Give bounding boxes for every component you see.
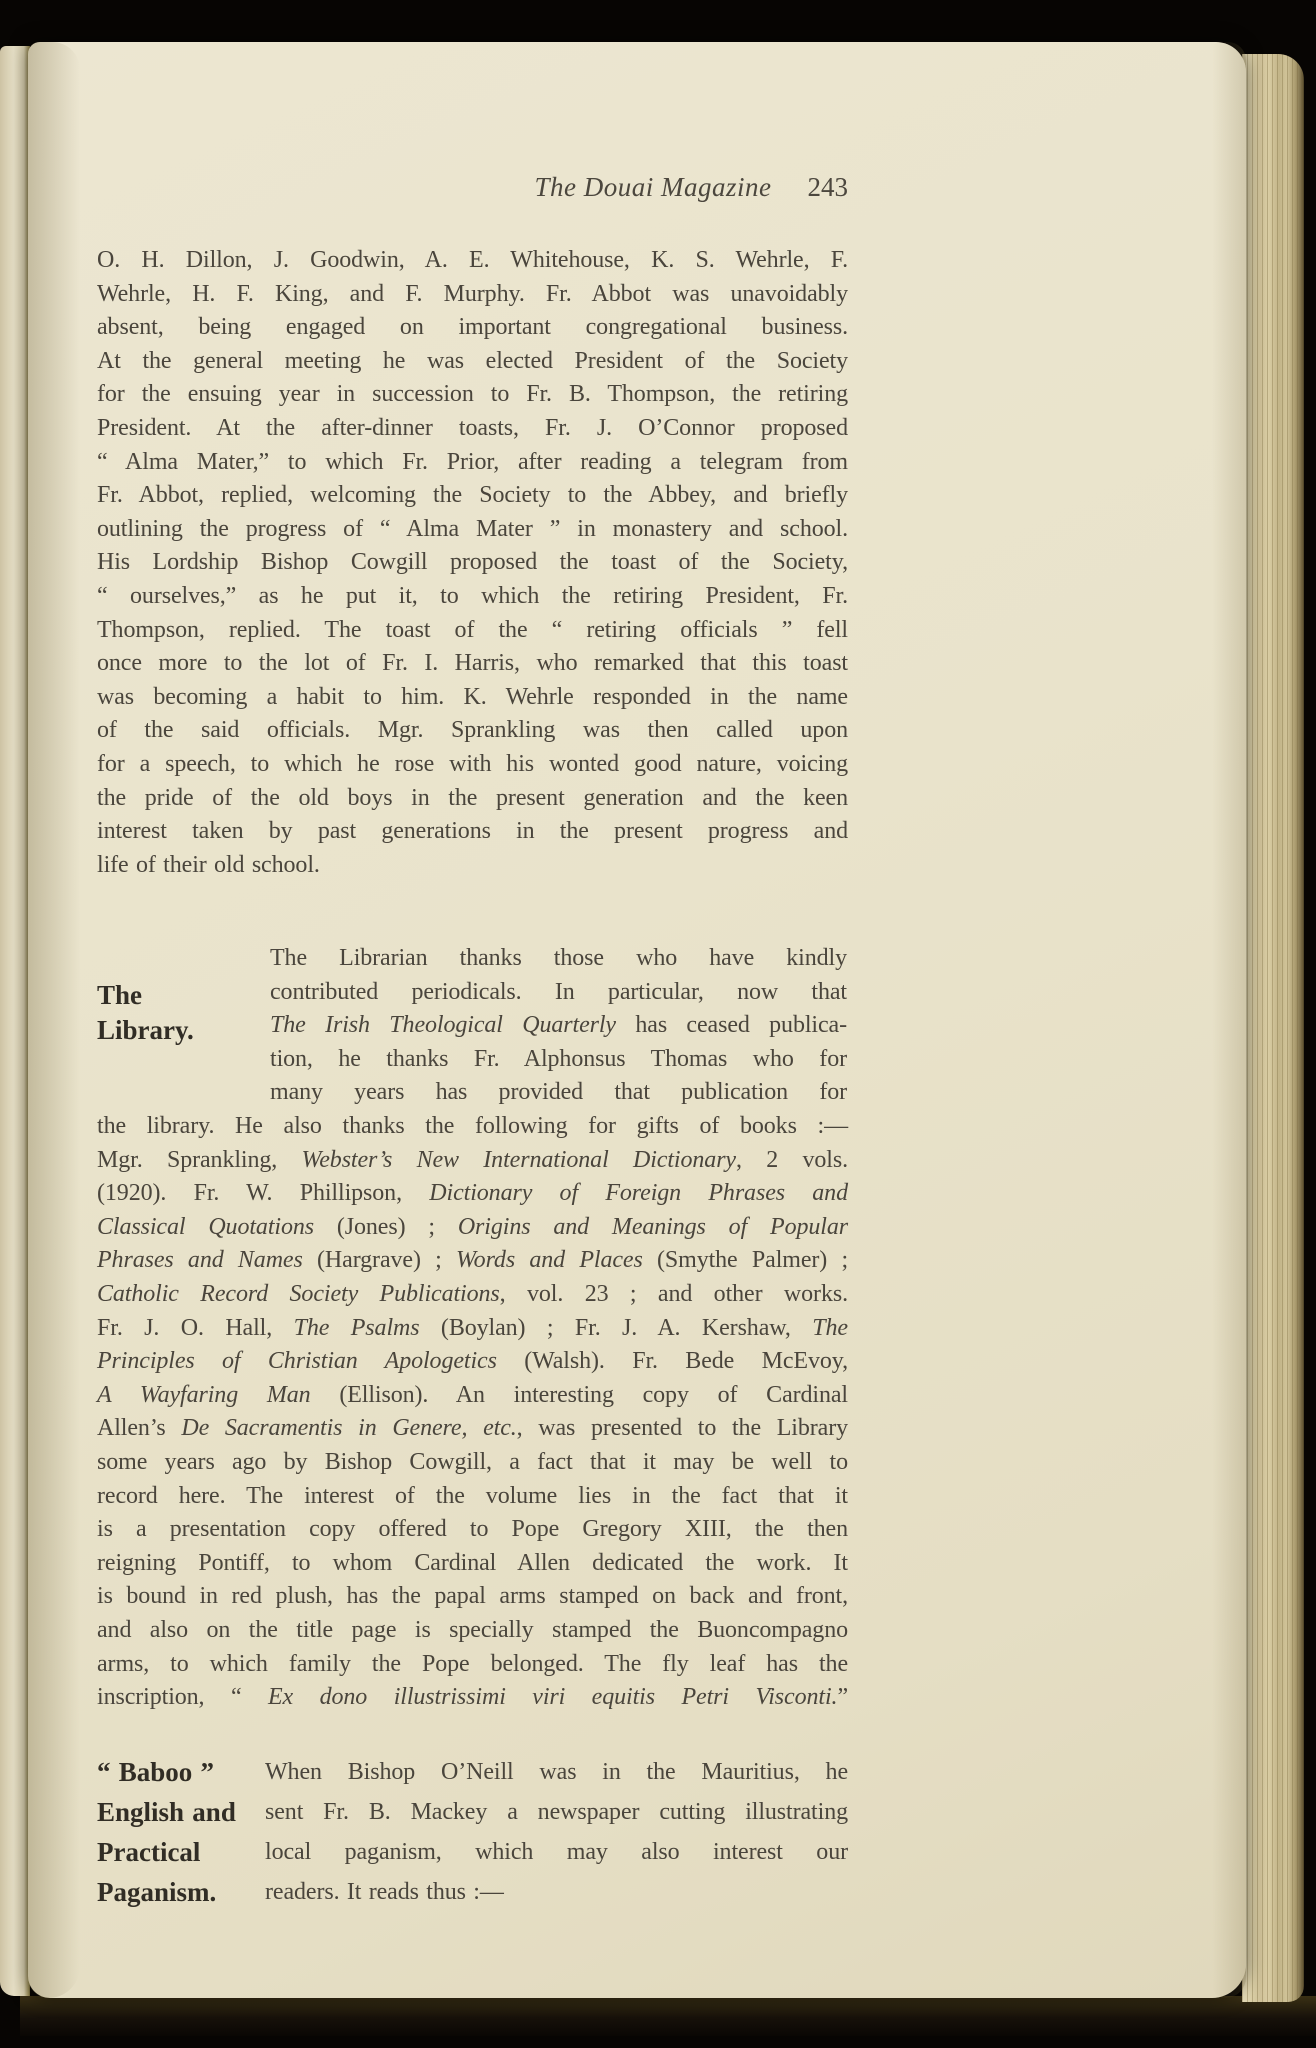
- magazine-page: [28, 42, 1246, 1998]
- text-line: [97, 714, 848, 748]
- paragraph-annual-dinner: [97, 244, 848, 882]
- roman-text: (Hargrave) ;: [302, 1247, 456, 1274]
- roman-text: Library.: [97, 1015, 194, 1045]
- italic-text: The Psalms: [293, 1314, 420, 1341]
- roman-text: When Bishop O’Neill was in the Mauritius, he: [265, 1759, 848, 1785]
- italic-text: Ex dono illustrissimi viri equitis Petri Visconti.: [268, 1684, 838, 1711]
- text-line: [97, 479, 848, 513]
- roman-text: ”: [837, 1684, 848, 1711]
- paragraph-library-gifts: [97, 1110, 848, 1715]
- text-line: [97, 1872, 287, 1912]
- roman-text: has ceased publica-: [615, 1012, 847, 1039]
- roman-text: The Librarian thanks those who have kindly: [270, 945, 847, 971]
- roman-text: (1920). Fr. W. Phillipson,: [97, 1180, 430, 1207]
- roman-text: for a speech, to which he rose with his wonted good nature, voicing: [97, 750, 848, 777]
- roman-text: Practical: [97, 1837, 201, 1867]
- text-line: [97, 647, 848, 681]
- text-line: [270, 976, 847, 1010]
- text-line: [97, 1278, 848, 1312]
- roman-text: English and: [97, 1797, 236, 1827]
- roman-text: absent, being engaged on important congregational business.: [97, 314, 848, 341]
- roman-text: for the ensuing year in succession to Fr. B. Thompson, the retiring: [97, 381, 848, 408]
- roman-text: Fr. J. O. Hall,: [97, 1314, 294, 1341]
- roman-text: reigning Pontiff, to whom Cardinal Allen dedicated the work. It: [97, 1549, 848, 1576]
- roman-text: (Boylan) ; Fr. J. A. Kershaw,: [419, 1314, 813, 1341]
- paragraph-library-intro: [270, 942, 847, 1110]
- text-line: [97, 1792, 287, 1832]
- text-line: [270, 942, 847, 976]
- italic-text: Webster’s New International Dictionary: [301, 1146, 736, 1173]
- roman-text: sent Fr. B. Mackey a newspaper cutting illustrating: [265, 1799, 848, 1825]
- text-line: [270, 1043, 847, 1077]
- roman-text: O. H. Dillon, J. Goodwin, A. E. Whitehouse, K. S. Wehrle, F.: [97, 247, 848, 273]
- italic-text: Words and Places: [455, 1247, 643, 1274]
- text-line: [97, 782, 848, 816]
- roman-text: was becoming a habit to him. K. Wehrle responded in the name: [97, 683, 848, 710]
- roman-text: is a presentation copy offered to Pope Gregory XIII, the then: [97, 1516, 848, 1543]
- roman-text: President. At the after-dinner toasts, Fr. J. O’Connor proposed: [97, 414, 848, 441]
- text-line: [97, 1412, 848, 1446]
- roman-text: life of their old school.: [97, 851, 320, 878]
- text-line: [97, 1244, 848, 1278]
- roman-text: many years has provided that publication for: [270, 1079, 847, 1106]
- running-header: [97, 172, 848, 203]
- roman-text: , 2 vols.: [735, 1146, 848, 1173]
- text-line: [265, 1872, 848, 1912]
- italic-text: A Wayfaring Man: [97, 1381, 311, 1408]
- text-line: [270, 1009, 847, 1043]
- italic-text: Principles of Christian Apologetics: [97, 1348, 497, 1375]
- text-line: [97, 614, 848, 648]
- text-line: [97, 1379, 848, 1413]
- roman-text: “ Alma Mater,” to which Fr. Prior, after reading a telegram from: [97, 448, 848, 475]
- roman-text: some years ago by Bishop Cowgill, a fact that it may be well to: [97, 1448, 848, 1475]
- text-line: [97, 1648, 848, 1682]
- italic-text: De Sacramentis in Genere, etc.: [181, 1415, 517, 1442]
- text-line: [97, 244, 848, 278]
- sidehead-baboo-paganism: [97, 1752, 287, 1912]
- italic-text: The Irish Theological Quarterly: [270, 1012, 616, 1039]
- text-line: [97, 1547, 848, 1581]
- text-line: [97, 412, 848, 446]
- text-line: [265, 1752, 848, 1792]
- text-line: [97, 513, 848, 547]
- roman-text: Wehrle, H. F. King, and F. Murphy. Fr. Abbot was unavoidably: [97, 280, 848, 307]
- page-number: 243: [807, 172, 848, 202]
- roman-text: The: [97, 980, 143, 1010]
- text-line: [97, 681, 848, 715]
- text-line: [265, 1792, 848, 1832]
- roman-text: , vol. 23 ; and other works.: [499, 1280, 848, 1307]
- roman-text: arms, to which family the Pope belonged. The fly leaf has the: [97, 1650, 848, 1677]
- roman-text: the library. He also thanks the following for gifts of books :—: [97, 1113, 848, 1139]
- roman-text: “ Baboo ”: [97, 1757, 215, 1787]
- roman-text: readers. It reads thus :—: [265, 1879, 504, 1905]
- roman-text: At the general meeting he was elected President of the Society: [97, 347, 848, 374]
- roman-text: once more to the lot of Fr. I. Harris, who remarked that this toast: [97, 650, 848, 677]
- roman-text: and also on the title page is specially stamped the Buoncompagno: [97, 1616, 848, 1643]
- text-line: [97, 1513, 848, 1547]
- roman-text: Paganism.: [97, 1877, 217, 1907]
- text-line: [97, 1681, 848, 1715]
- italic-text: Classical Quotations: [97, 1213, 314, 1240]
- text-line: [97, 345, 848, 379]
- roman-text: Fr. Abbot, replied, welcoming the Society to the Abbey, and briefly: [97, 482, 848, 509]
- magazine-title: The Douai Magazine: [534, 172, 772, 202]
- roman-text: is bound in red plush, has the papal arms stamped on back and front,: [97, 1583, 848, 1610]
- text-line: [97, 1177, 848, 1211]
- roman-text: (Smythe Palmer) ;: [642, 1247, 849, 1274]
- text-line: [97, 580, 848, 614]
- text-line: [97, 278, 848, 312]
- roman-text: record here. The interest of the volume lies in the fact that it: [97, 1482, 848, 1509]
- text-line: [97, 1580, 848, 1614]
- text-line: [97, 1144, 848, 1178]
- roman-text: of the said officials. Mgr. Sprankling was then called upon: [97, 717, 848, 744]
- text-line: [97, 815, 848, 849]
- paragraph-baboo-intro: [265, 1752, 848, 1912]
- roman-text: outlining the progress of “ Alma Mater ” in monastery and school.: [97, 515, 848, 542]
- roman-text: His Lordship Bishop Cowgill proposed the toast of the Society,: [97, 549, 848, 576]
- text-line: [97, 978, 277, 1013]
- italic-text: Origins and Meanings of Popular: [457, 1213, 848, 1240]
- italic-text: The: [812, 1314, 848, 1341]
- roman-text: (Walsh). Fr. Bede McEvoy,: [496, 1348, 848, 1375]
- book-cover-bottom-edge: [20, 1996, 1316, 2036]
- roman-text: , was presented to the Library: [516, 1415, 848, 1442]
- italic-text: Phrases and Names: [97, 1247, 303, 1274]
- roman-text: inscription, “: [97, 1684, 268, 1711]
- text-line: [97, 849, 848, 883]
- text-line: [97, 1211, 848, 1245]
- text-line: [97, 1013, 277, 1048]
- text-line: [97, 1614, 848, 1648]
- roman-text: Mgr. Sprankling,: [97, 1146, 302, 1173]
- text-line: [97, 1446, 848, 1480]
- text-line: [97, 311, 848, 345]
- text-line: [97, 1832, 287, 1872]
- roman-text: “ ourselves,” as he put it, to which the retiring President, Fr.: [97, 582, 848, 609]
- roman-text: (Ellison). An interesting copy of Cardinal: [310, 1381, 848, 1408]
- page-fore-edge-stack: [1242, 54, 1304, 2002]
- roman-text: Thompson, replied. The toast of the “ retiring officials ” fell: [97, 616, 848, 643]
- roman-text: contributed periodicals. In particular, now that: [270, 978, 847, 1005]
- sidehead-the-library: [97, 978, 277, 1048]
- left-page-gutter: [0, 46, 30, 1996]
- text-line: [270, 1076, 847, 1110]
- text-line: [97, 546, 848, 580]
- text-line: [97, 446, 848, 480]
- text-line: [97, 1312, 848, 1346]
- roman-text: (Jones) ;: [314, 1213, 458, 1240]
- roman-text: Allen’s: [97, 1415, 182, 1442]
- roman-text: interest taken by past generations in the present progress and: [97, 818, 848, 845]
- italic-text: Dictionary of Foreign Phrases and: [429, 1180, 848, 1207]
- text-line: [97, 748, 848, 782]
- text-line: [97, 1345, 848, 1379]
- italic-text: Catholic Record Society Publications: [97, 1280, 500, 1307]
- roman-text: local paganism, which may also interest our: [265, 1839, 848, 1865]
- text-line: [97, 1110, 848, 1144]
- roman-text: the pride of the old boys in the present generation and the keen: [97, 784, 848, 811]
- roman-text: tion, he thanks Fr. Alphonsus Thomas who for: [270, 1045, 847, 1072]
- text-line: [97, 1480, 848, 1514]
- text-line: [265, 1832, 848, 1872]
- text-line: [97, 378, 848, 412]
- text-line: [97, 1752, 287, 1792]
